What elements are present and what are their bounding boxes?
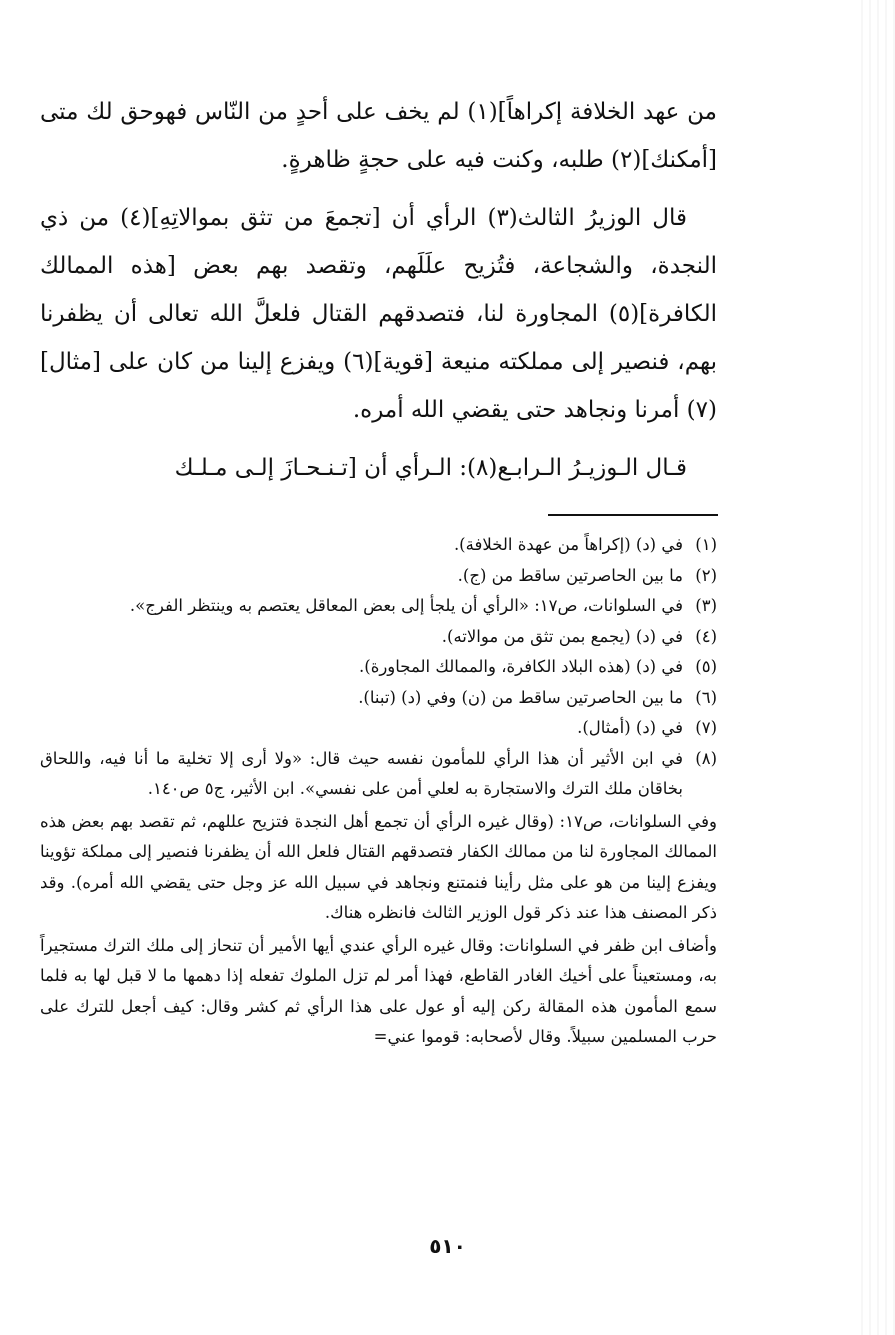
footnote-number: (٥)	[695, 657, 717, 676]
footnote-text: في (د) (هذه البلاد الكافرة، والممالك المجاورة).	[359, 657, 683, 676]
main-paragraph-2: قال الوزيرُ الثالث(٣) الرأي أن [تجمعَ من تثق بموالاتِهِ](٤) من ذي النجدة، والشجاعة، فتُزيح علَلَهم، وتقصد بهم بعض [هذه الممالك الكافرة](٥) المجاورة لنا، فتصدقهم القتال فلعلَّ الله تعالى أن يظفرنا بهم، فنصير إلى مملكته منيعة [قوية](٦) ويفزع إلينا من كان على [مثال](٧) أمرنا ونجاهد حتى يقضي الله أمره.	[40, 205, 718, 423]
main-paragraph-1: من عهد الخلافة إكراهاً](١) لم يخف على أحدٍ من النّاس فهوحق لك متى [أمكنك](٢) طلبه، وكنت فيه على حجةٍ ظاهرةٍ.	[40, 99, 717, 173]
main-paragraph-3: قـال الـوزيـرُ الـرابـع(٨): الـرأي أن [تـنـحـازَ إلـى مـلـك	[174, 455, 687, 481]
footnote-text: في ابن الأثير أن هذا الرأي للمأمون نفسه حيث قال: «ولا أرى إلا تخلية ما أنا فيه، واللحاق بخاقان ملك الترك والاستجارة به لعلي أمن على نفسي». ابن الأثير، ج٥ ص١٤٠.	[40, 748, 683, 798]
footnote-7	[40, 713, 717, 744]
footnote-text: في (د) (أمثال).	[577, 718, 683, 737]
footnote-number: (٧)	[695, 718, 717, 737]
footnote-6	[40, 683, 717, 714]
footnote-text: ما بين الحاصرتين ساقط من (ن) وفي (د) (تبنا).	[358, 687, 683, 707]
footnote-3	[40, 591, 717, 622]
footnote-1	[40, 530, 717, 561]
binding-edge	[855, 0, 895, 1335]
footnote-5	[40, 652, 717, 683]
footnote-number: (٦)	[695, 687, 717, 707]
footnotes	[40, 530, 717, 1053]
footnote-number: (٣)	[695, 596, 717, 615]
footnote-continuation-2: وأضاف ابن ظفر في السلوانات: وقال غيره الرأي عندي أيها الأمير أن تنحاز إلى ملك الترك مستجيراً به، ومستعيناً على أخيك الغادر القاطع، فهذا أمر لم تزل الملوك تفعله إذا دهمها ما لا قبل لها به فلما سمع المأمون هذه المقالة ركن إليه أو عول على هذا الرأي ثم كشر وقال: كيف أجعل للترك على حرب المسلمين سبيلاً. وقال لأصحابه: قوموا عني=	[40, 935, 717, 1046]
footnote-text: في (د) (يجمع بمن تثق من موالاته).	[441, 626, 683, 646]
footnote-text: ما بين الحاصرتين ساقط من (ج).	[457, 565, 683, 585]
footnote-2	[40, 561, 717, 592]
main-text	[40, 88, 717, 502]
footnote-number: (٤)	[695, 626, 717, 646]
footnote-number: (٢)	[695, 565, 717, 585]
footnote-number: (١)	[695, 535, 717, 554]
footnote-number: (٨)	[695, 748, 717, 768]
footnote-continuation-1: وفي السلوانات، ص١٧: (وقال غيره الرأي أن تجمع أهل النجدة فتزيح عللهم، ثم تقصد بهم بعض هذه الممالك المجاورة لنا من ممالك الكفار فتصدقهم القتال فلعل الله أن يظفرنا فنصير إلى مملكة تؤوينا ويفزع إلينا من هو على مثل رأينا فنمتنع ونجاهد في سبيل الله عز وجل حتى يقضي الله أمره). وقد ذكر المصنف هذا عند ذكر قول الوزير الثالث فانظره هناك.	[40, 811, 717, 922]
footnote-text: في السلوانات، ص١٧: «الرأي أن يلجأ إلى بعض المعاقل يعتصم به وينتظر الفرج».	[129, 596, 683, 615]
footnote-4	[40, 622, 717, 653]
footnote-8	[40, 744, 717, 805]
footnote-text: في (د) (إكراهاً من عهدة الخلافة).	[453, 535, 683, 554]
page-number: ٥١٠	[429, 1234, 466, 1258]
footnote-separator	[548, 514, 718, 516]
